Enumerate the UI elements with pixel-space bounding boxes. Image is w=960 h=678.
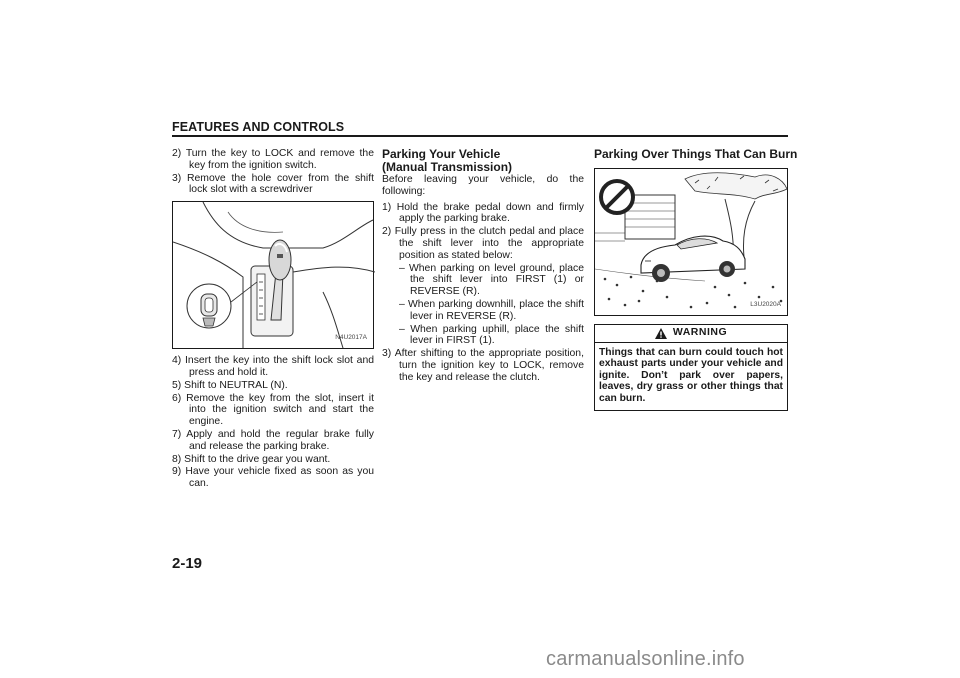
header-rule — [172, 135, 788, 137]
shift-lever-illustration — [173, 202, 375, 348]
column-3 — [594, 147, 798, 411]
step-5: 5) Shift to NEUTRAL (N). — [172, 379, 288, 391]
section-title-burn: Parking Over Things That Can Burn — [594, 147, 798, 161]
step-7: 7) Apply and hold the regular brake fully and release the parking brake. — [172, 428, 374, 452]
column-2 — [382, 148, 584, 385]
step-3: 3) After shifting to the appropriate position, turn the ignition key to LOCK, remove the key and release the clutch. — [382, 348, 584, 383]
car-over-leaves-illustration — [595, 169, 787, 315]
warning-label: WARNING — [672, 326, 728, 339]
warning-header — [595, 325, 787, 343]
step-3: 3) Remove the hole cover from the shift lock slot with a screwdriver — [172, 172, 375, 196]
dash-item: – When parking on level ground, place the shift lever into FIRST (1) or REVERSE (R). — [399, 262, 584, 298]
figure-code: N4U2017A — [335, 334, 367, 342]
step-8: 8) Shift to the drive gear you want. — [172, 453, 331, 465]
figure-code: L3U2020A — [750, 300, 781, 308]
step-1: 1) Hold the brake pedal down and firmly apply the parking brake. — [382, 201, 585, 225]
step-2: 2) Fully press in the clutch pedal and place the shift lever into the appropriate position as stated below: — [382, 226, 584, 261]
footer-watermark: carmanualsonline.info — [546, 648, 745, 670]
dash-item: – When parking uphill, place the shift lever in FIRST (1). — [399, 323, 584, 347]
page-header-title: FEATURES AND CONTROLS — [172, 120, 345, 134]
prohibition-sign-icon — [601, 181, 633, 213]
parking-leaves-figure — [594, 168, 788, 316]
step-2: 2) Turn the key to LOCK and remove the key from the ignition switch. — [172, 148, 374, 171]
warning-triangle-icon — [655, 328, 667, 339]
dash-item: – When parking downhill, place the shift lever in REVERSE (R). — [399, 298, 584, 322]
page-number: 2-19 — [172, 555, 203, 572]
section-title-parking: Parking Your Vehicle (Manual Transmission) — [382, 147, 513, 174]
warning-box — [594, 324, 788, 412]
step-9: 9) Have your vehicle fixed as soon as you can. — [172, 466, 375, 490]
column-1 — [172, 148, 374, 491]
step-4: 4) Insert the key into the shift lock slot and press and hold it. — [172, 355, 375, 378]
shift-lock-figure — [172, 201, 374, 349]
warning-text: Things that can burn could touch hot exhaust parts under your vehicle and ignite. Don’t park over papers, leaves, dry grass or other things that can burn. — [599, 346, 783, 404]
intro-paragraph: Before leaving your vehicle, do the following: — [382, 174, 584, 197]
step-6: 6) Remove the key from the slot, insert it into the ignition switch and start the engine. — [172, 392, 374, 428]
